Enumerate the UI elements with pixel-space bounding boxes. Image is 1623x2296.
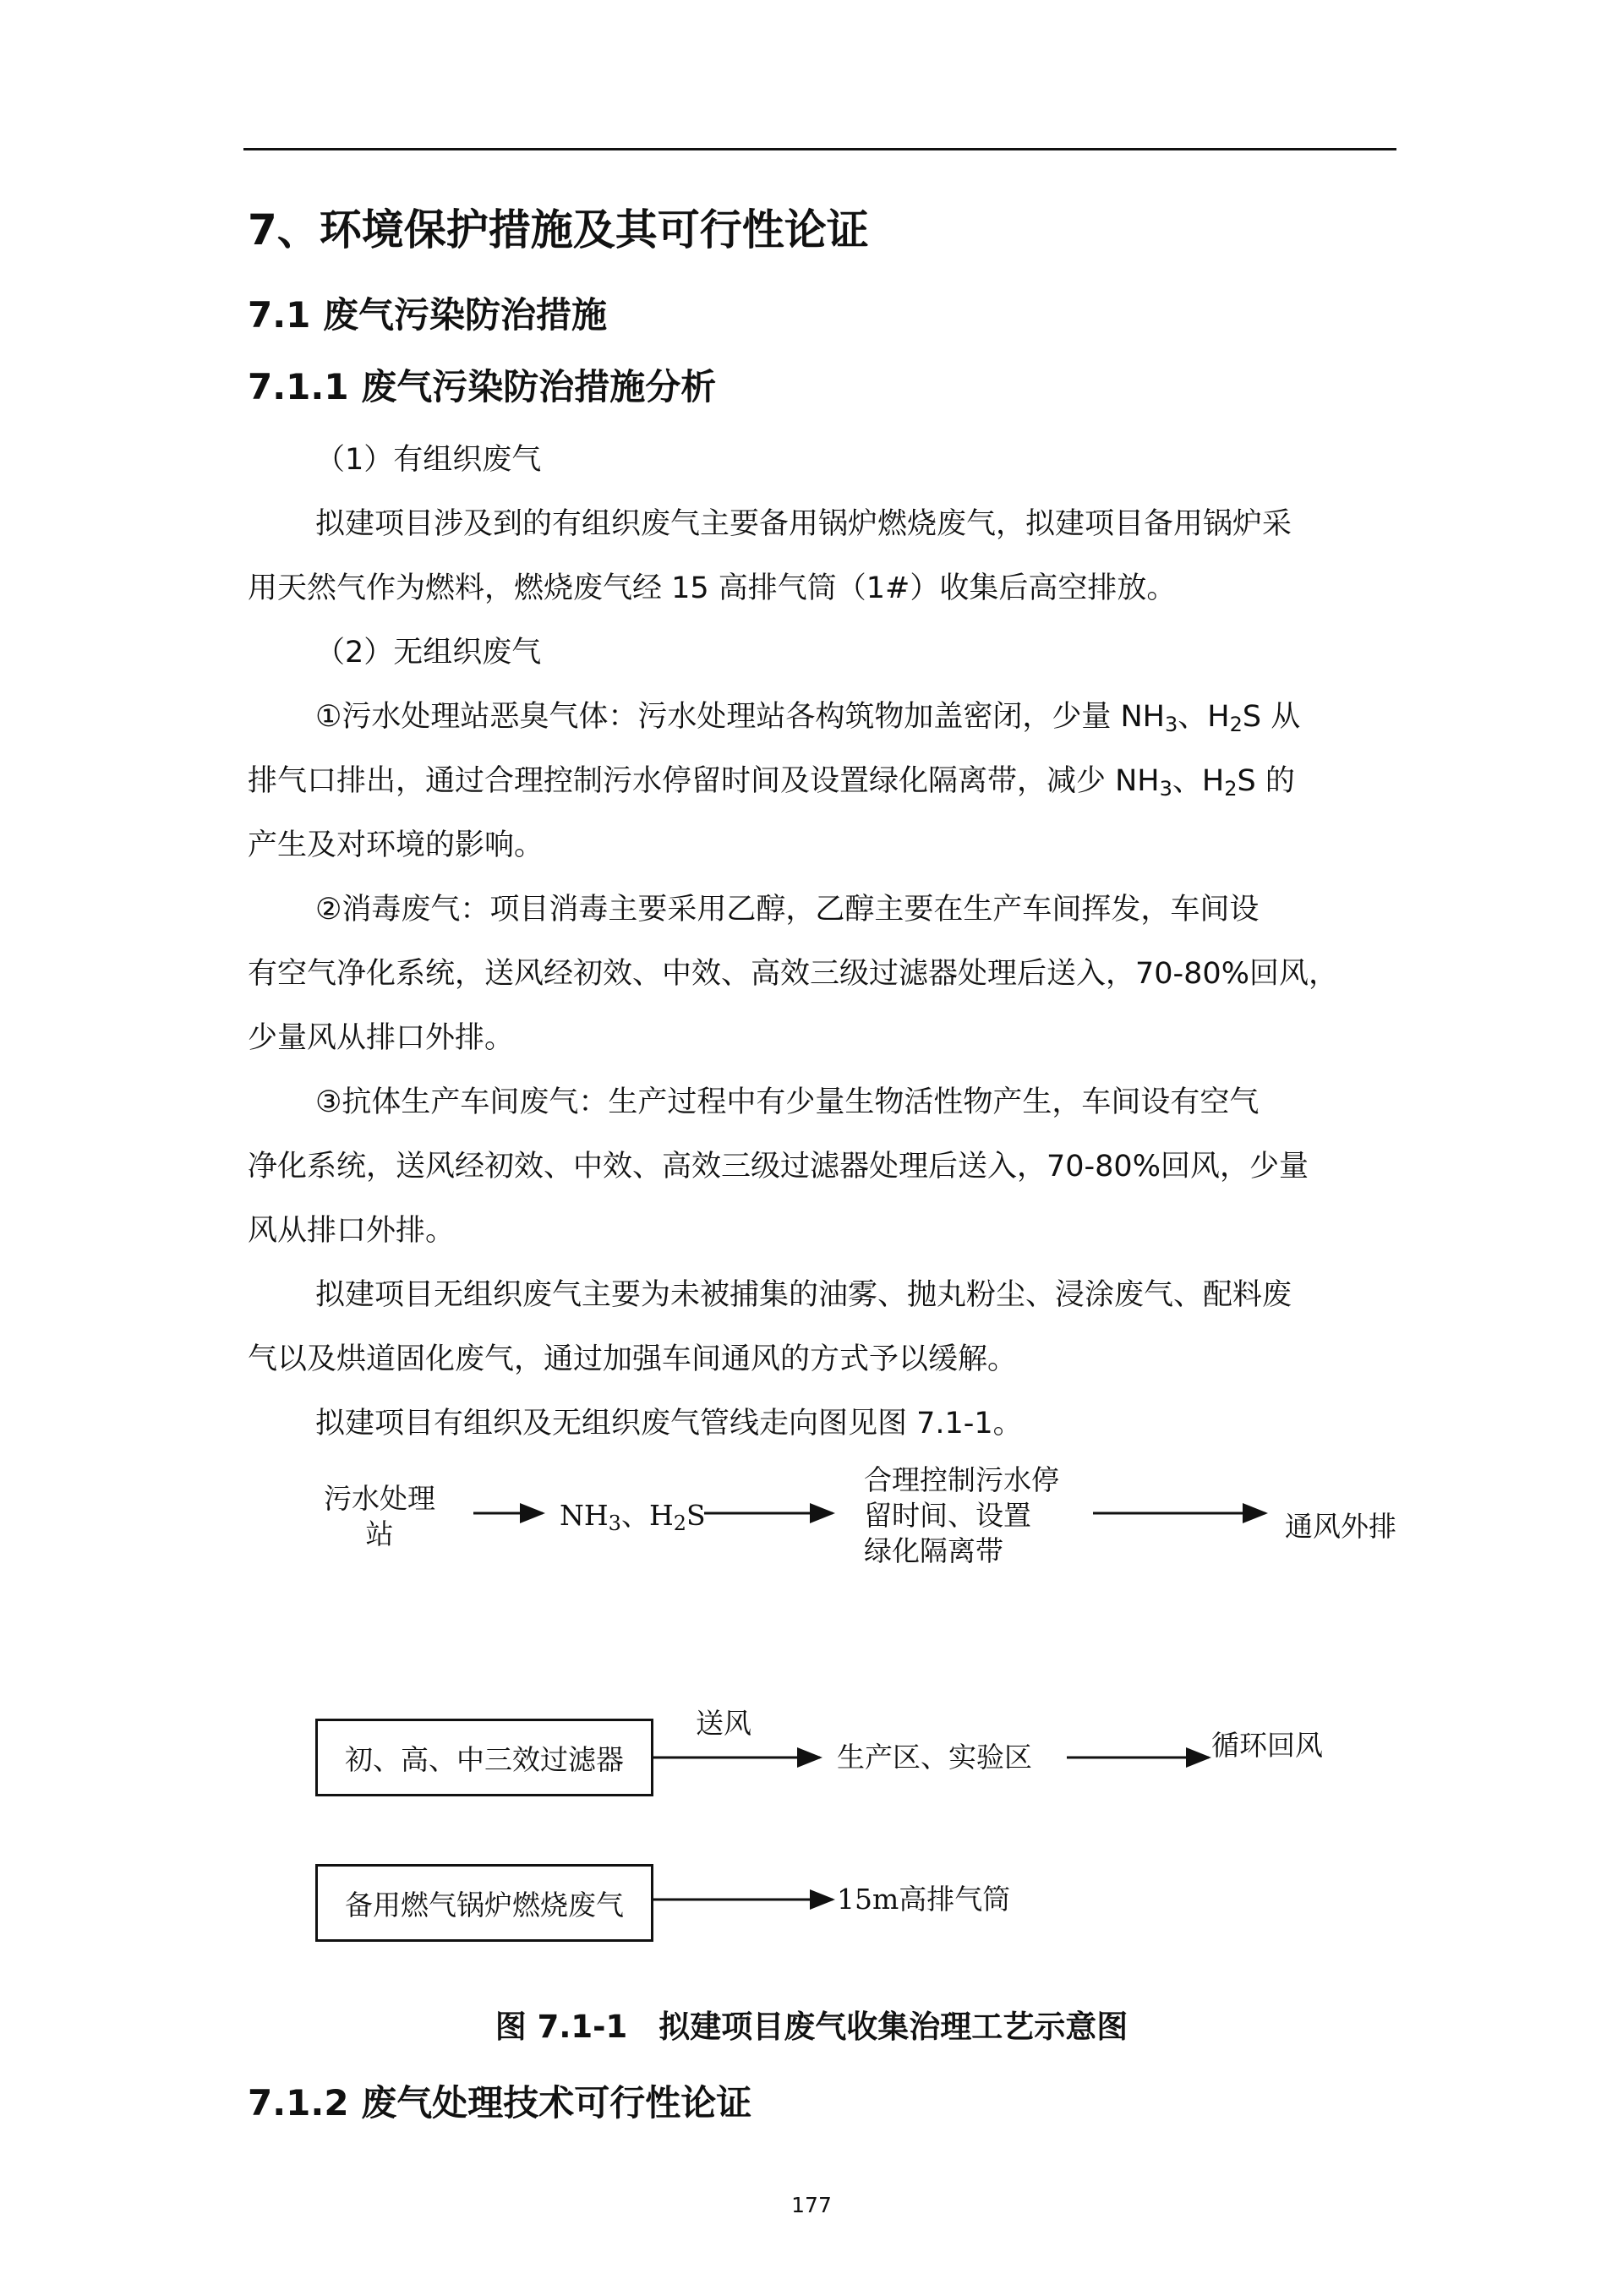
- paragraph-line: ②消毒废气：项目消毒主要采用乙醇，乙醇主要在生产车间挥发，车间设: [315, 893, 1260, 927]
- subsection-heading: 7.1.2 废气处理技术可行性论证: [248, 2082, 752, 2124]
- header-rule: [243, 148, 1396, 150]
- organized-gas-subtitle: （1）有组织废气: [315, 443, 542, 477]
- paragraph-line: 排气口排出，通过合理控制污水停留时间及设置绿化隔离带，减少 $NH_3$、$H_2S$ 的: [248, 764, 1295, 801]
- stack-label: 15m高排气筒: [837, 1883, 1011, 1916]
- paragraph-line: 用天然气作为燃料，燃烧废气经 15 高排气筒（1#）收集后高空排放。: [248, 571, 1177, 605]
- paragraph-line: 拟建项目涉及到的有组织废气主要备用锅炉燃烧废气，拟建项目备用锅炉采: [315, 507, 1292, 541]
- recirculation-label: 循环回风: [1211, 1729, 1323, 1762]
- paragraph-line: 风从排口外排。: [248, 1214, 456, 1248]
- paragraph-antibody-workshop-gas: [248, 1070, 1397, 1263]
- production-area-label: 生产区、实验区: [837, 1741, 1032, 1774]
- paragraph-line: 产生及对环境的影响。: [248, 828, 544, 862]
- page-number: 177: [791, 2193, 832, 2217]
- figure-caption: 图 7.1-1 拟建项目废气收集治理工艺示意图: [495, 2009, 1128, 2045]
- wastewater-station-label: 污水处理 站: [324, 1482, 435, 1550]
- fugitive-gas-subtitle: （2）无组织废气: [315, 636, 542, 670]
- pollutant-label: $NH_3$、$H_2S$: [560, 1499, 706, 1535]
- paragraph-line: 气以及烘道固化废气，通过加强车间通风的方式予以缓解。: [248, 1342, 1018, 1376]
- paragraph-line: 净化系统，送风经初效、中效、高效三级过滤器处理后送入，70-80%回风，少量: [248, 1150, 1309, 1184]
- control-measure-label: 合理控制污水停 留时间、设置 绿化隔离带: [864, 1463, 1059, 1567]
- supply-air-label: 送风: [696, 1707, 751, 1740]
- paragraph-line: ①污水处理站恶臭气体：污水处理站各构筑物加盖密闭，少量 $NH_3$、$H_2S$ 从: [315, 700, 1301, 736]
- vent-outlet-label: 通风外排: [1285, 1510, 1396, 1543]
- paragraph-figure-reference: 拟建项目有组织及无组织废气管线走向图见图 7.1-1。: [315, 1407, 1023, 1440]
- paragraph-odor-gas: [248, 685, 1397, 877]
- paragraph-line: 拟建项目无组织废气主要为未被捕集的油雾、抛丸粉尘、浸涂废气、配料废: [315, 1278, 1292, 1312]
- subsection-heading: 7.1.1 废气污染防治措施分析: [248, 366, 717, 407]
- chapter-heading: 7、环境保护措施及其可行性论证: [248, 205, 869, 254]
- paragraph-line: 少量风从排口外排。: [248, 1021, 515, 1055]
- paragraph-disinfection-gas: [248, 877, 1397, 1070]
- paragraph-fugitive-summary: [248, 1263, 1397, 1391]
- paragraph-organized-gas: [248, 492, 1397, 620]
- paragraph-line: ③抗体生产车间废气：生产过程中有少量生物活性物产生，车间设有空气: [315, 1085, 1260, 1119]
- boiler-box: 备用燃气锅炉燃烧废气: [315, 1864, 653, 1942]
- paragraph-line: 有空气净化系统，送风经初效、中效、高效三级过滤器处理后送入，70-80%回风，: [248, 957, 1338, 991]
- filter-box: 初、高、中三效过滤器: [315, 1719, 653, 1796]
- section-heading: 7.1 废气污染防治措施: [248, 294, 608, 336]
